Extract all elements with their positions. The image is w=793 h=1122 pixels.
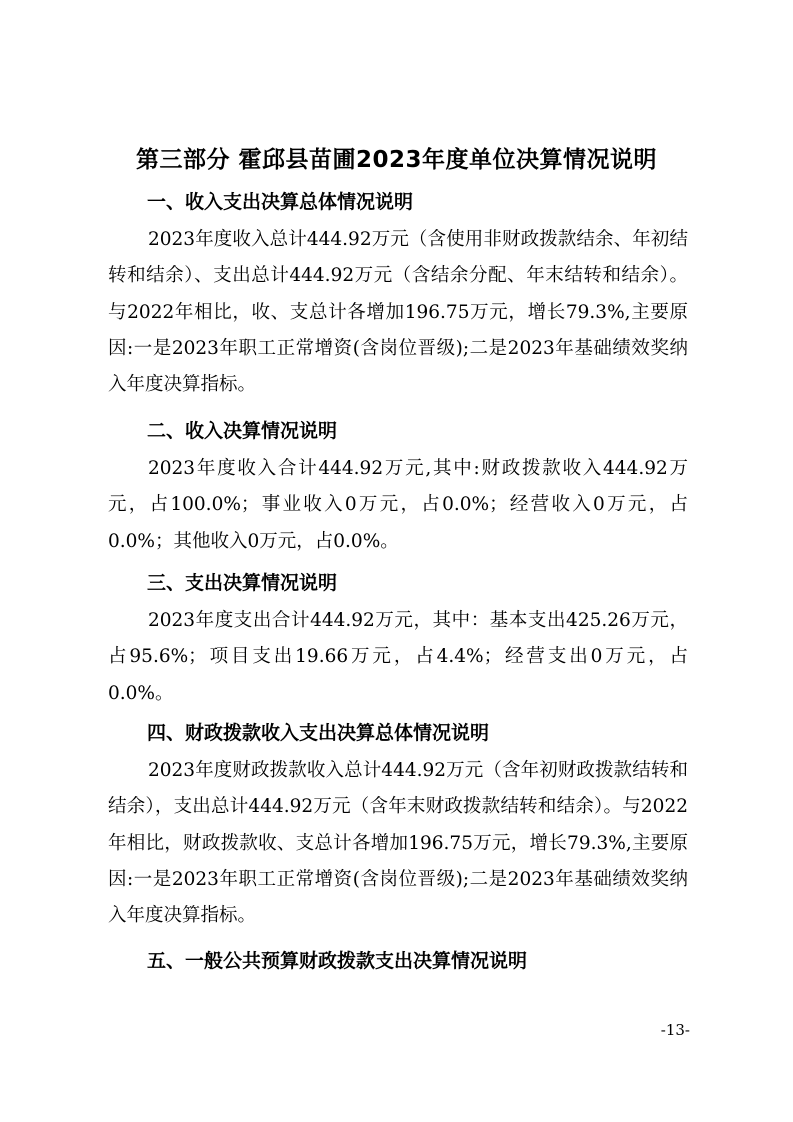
section-heading-3: 三、支出决算情况说明 (147, 572, 338, 594)
section-paragraph-3: 2023年度支出合计444.92万元，其中：基本支出425.26万元，占95.6%；项目支出19.66万元，占4.4%；经营支出0万元，占0.0%。 (108, 610, 688, 704)
page-title: 第三部分 霍邱县苗圃2023年度单位决算情况说明 (135, 147, 658, 173)
section-paragraph-4: 2023年度财政拨款收入总计444.92万元（含年初财政拨款结转和结余），支出总计444.92万元（含年末财政拨款结转和结余）。与2022年相比，财政拨款收、支总计各增加196.75万元，增长79.3%,主要原因:一是2023年职工正常增资(含岗位晋级);二是2023年基础绩效奖纳入年度决算指标。 (108, 760, 688, 927)
section-heading-5: 五、一般公共预算财政拨款支出决算情况说明 (147, 950, 528, 972)
section-paragraph-1: 2023年度收入总计444.92万元（含使用非财政拨款结余、年初结转和结余）、支出总计444.92万元（含结余分配、年末结转和结余）。与2022年相比，收、支总计各增加196.75万元，增长79.3%,主要原因:一是2023年职工正常增资(含岗位晋级);二是2023年基础绩效奖纳入年度决算指标。 (108, 229, 688, 396)
page-number: -13- (660, 1021, 690, 1039)
section-paragraph-2: 2023年度收入合计444.92万元,其中:财政拨款收入444.92万元，占100.0%；事业收入0万元，占0.0%；经营收入0万元，占0.0%；其他收入0万元，占0.0%。 (108, 458, 688, 552)
section-heading-4: 四、财政拨款收入支出决算总体情况说明 (147, 722, 490, 744)
section-heading-2: 二、收入决算情况说明 (147, 420, 338, 442)
section-heading-1: 一、收入支出决算总体情况说明 (147, 191, 414, 213)
